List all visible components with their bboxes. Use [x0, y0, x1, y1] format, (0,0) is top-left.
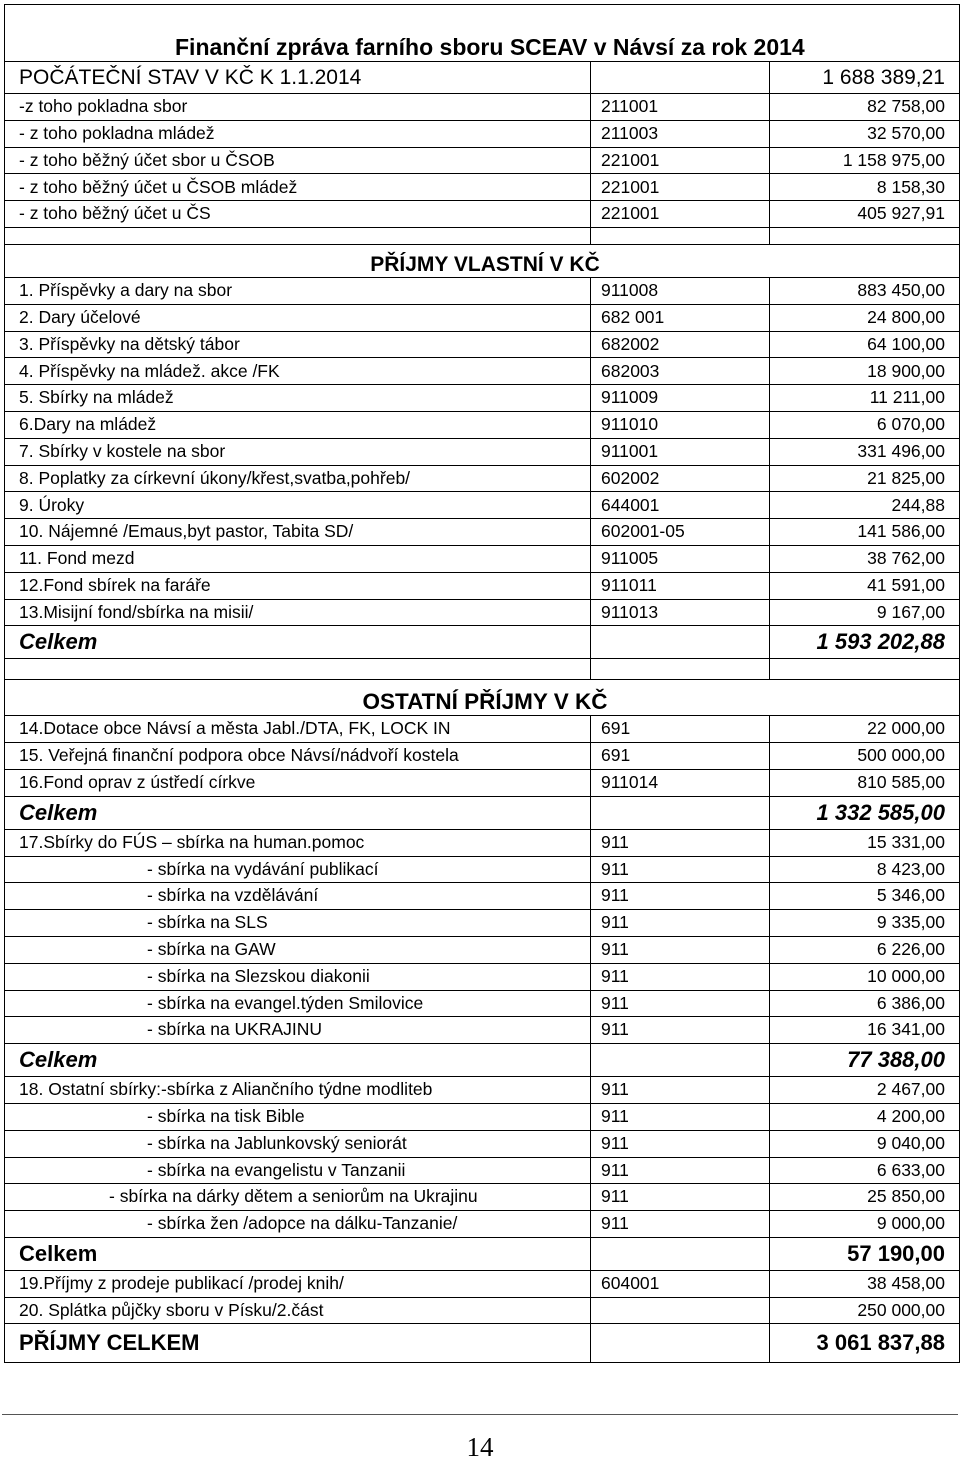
grand-total-row: [5, 1324, 960, 1363]
subtotal-row: [5, 1237, 960, 1270]
row-label: 10. Nájemné /Emaus,byt pastor, Tabita SD/: [5, 519, 591, 546]
row-code: 604001: [591, 1270, 770, 1297]
row-label: 19.Příjmy z prodeje publikací /prodej knih/: [5, 1270, 591, 1297]
table-row: [5, 1103, 960, 1130]
report-title: Finanční zpráva farního sboru SCEAV v Návsí za rok 2014: [5, 5, 960, 62]
table-row: [5, 1211, 960, 1238]
row-amount: 4 200,00: [770, 1103, 960, 1130]
row-amount: 9 167,00: [770, 599, 960, 626]
opening-balance-label: POČÁTEČNÍ STAV V KČ K 1.1.2014: [5, 62, 591, 94]
table-row: [5, 358, 960, 385]
row-amount: 883 450,00: [770, 277, 960, 304]
opening-balance-code: [591, 62, 770, 94]
row-code: 911: [591, 1184, 770, 1211]
table-row: [5, 304, 960, 331]
row-label: -z toho pokladna sbor: [5, 94, 591, 121]
footer-divider: [2, 1414, 958, 1415]
table-row: [5, 331, 960, 358]
row-label: 15. Veřejná finanční podpora obce Návsí/nádvoří kostela: [5, 743, 591, 770]
spacer-cell: [5, 227, 591, 244]
row-label: 20. Splátka půjčky sboru v Písku/2.část: [5, 1297, 591, 1324]
row-amount: 1 158 975,00: [770, 147, 960, 174]
row-label: 18. Ostatní sbírky:-sbírka z Aliančního týdne modliteb: [5, 1077, 591, 1104]
row-amount: 18 900,00: [770, 358, 960, 385]
grand-total-code: [591, 1324, 770, 1363]
row-amount: 8 423,00: [770, 856, 960, 883]
table-row: [5, 411, 960, 438]
row-label: 2. Dary účelové: [5, 304, 591, 331]
row-label: - sbírka na Jablunkovský seniorát: [5, 1130, 591, 1157]
spacer-row: [5, 227, 960, 244]
row-amount: 15 331,00: [770, 829, 960, 856]
row-label: 17.Sbírky do FÚS – sbírka na human.pomoc: [5, 829, 591, 856]
row-label: - z toho běžný účet u ČSOB mládež: [5, 174, 591, 201]
table-row: [5, 936, 960, 963]
row-code: 691: [591, 716, 770, 743]
row-code: 911014: [591, 769, 770, 796]
row-label: - sbírka na UKRAJINU: [5, 1017, 591, 1044]
row-amount: 500 000,00: [770, 743, 960, 770]
row-code: 911: [591, 1103, 770, 1130]
row-code: 911: [591, 936, 770, 963]
row-amount: 9 040,00: [770, 1130, 960, 1157]
row-code: 911: [591, 990, 770, 1017]
table-row: [5, 147, 960, 174]
page-number: 14: [466, 1432, 494, 1462]
table-row: [5, 1297, 960, 1324]
row-amount: 405 927,91: [770, 201, 960, 228]
row-code: 911009: [591, 385, 770, 412]
row-amount: 64 100,00: [770, 331, 960, 358]
row-label: - z toho pokladna mládež: [5, 120, 591, 147]
table-row: [5, 492, 960, 519]
table-row: [5, 743, 960, 770]
row-label: - sbírka na SLS: [5, 910, 591, 937]
row-label: 4. Příspěvky na mládež. akce /FK: [5, 358, 591, 385]
section-heading: OSTATNÍ PŘÍJMY V KČ: [5, 680, 960, 716]
table-row: [5, 545, 960, 572]
row-amount: 6 226,00: [770, 936, 960, 963]
table-row: [5, 519, 960, 546]
row-label: 7. Sbírky v kostele na sbor: [5, 438, 591, 465]
opening-balance-amount: 1 688 389,21: [770, 62, 960, 94]
subtotal-amount: 1 593 202,88: [770, 626, 960, 659]
row-label: - sbírka na GAW: [5, 936, 591, 963]
row-code: 911: [591, 883, 770, 910]
row-amount: 24 800,00: [770, 304, 960, 331]
row-amount: 244,88: [770, 492, 960, 519]
row-amount: 11 211,00: [770, 385, 960, 412]
subtotal-amount: 57 190,00: [770, 1237, 960, 1270]
row-code: 211001: [591, 94, 770, 121]
row-code: 911: [591, 1017, 770, 1044]
subtotal-amount: 1 332 585,00: [770, 796, 960, 829]
row-code: 682 001: [591, 304, 770, 331]
spacer-cell: [770, 659, 960, 680]
row-amount: 141 586,00: [770, 519, 960, 546]
table-row: [5, 883, 960, 910]
table-row: [5, 385, 960, 412]
row-amount: 9 335,00: [770, 910, 960, 937]
row-amount: 32 570,00: [770, 120, 960, 147]
section-heading-row: [5, 680, 960, 716]
row-amount: 82 758,00: [770, 94, 960, 121]
row-code: 911: [591, 963, 770, 990]
financial-report-table: [4, 4, 960, 1363]
row-amount: 41 591,00: [770, 572, 960, 599]
row-label: - z toho běžný účet u ČS: [5, 201, 591, 228]
row-code: 911001: [591, 438, 770, 465]
table-row: [5, 174, 960, 201]
row-label: 1. Příspěvky a dary na sbor: [5, 277, 591, 304]
row-label: - sbírka na dárky dětem a seniorům na Ukrajinu: [5, 1184, 591, 1211]
table-row: [5, 1184, 960, 1211]
subtotal-code: [591, 796, 770, 829]
report-sheet: [4, 4, 959, 1363]
row-amount: 10 000,00: [770, 963, 960, 990]
row-code: 911: [591, 829, 770, 856]
subtotal-code: [591, 626, 770, 659]
row-amount: 331 496,00: [770, 438, 960, 465]
row-label: 16.Fond oprav z ústředí církve: [5, 769, 591, 796]
row-label: 14.Dotace obce Návsí a města Jabl./DTA, FK, LOCK IN: [5, 716, 591, 743]
row-amount: 5 346,00: [770, 883, 960, 910]
row-amount: 21 825,00: [770, 465, 960, 492]
row-code: 911008: [591, 277, 770, 304]
row-label: - sbírka na Slezskou diakonii: [5, 963, 591, 990]
row-code: 221001: [591, 147, 770, 174]
table-row: [5, 1157, 960, 1184]
subtotal-row: [5, 1044, 960, 1077]
row-label: 12.Fond sbírek na faráře: [5, 572, 591, 599]
row-label: 13.Misijní fond/sbírka na misii/: [5, 599, 591, 626]
row-code: 221001: [591, 201, 770, 228]
row-code: 221001: [591, 174, 770, 201]
row-label: - z toho běžný účet sbor u ČSOB: [5, 147, 591, 174]
row-amount: 2 467,00: [770, 1077, 960, 1104]
table-row: [5, 572, 960, 599]
spacer-cell: [770, 227, 960, 244]
subtotal-row: [5, 626, 960, 659]
table-row: [5, 829, 960, 856]
row-amount: 6 070,00: [770, 411, 960, 438]
row-amount: 810 585,00: [770, 769, 960, 796]
table-row: [5, 1270, 960, 1297]
subtotal-label: Celkem: [5, 796, 591, 829]
row-label: 5. Sbírky na mládež: [5, 385, 591, 412]
table-row: [5, 963, 960, 990]
subtotal-code: [591, 1044, 770, 1077]
row-code: 682002: [591, 331, 770, 358]
row-code: 682003: [591, 358, 770, 385]
section-heading-row: [5, 244, 960, 277]
table-row: [5, 856, 960, 883]
spacer-cell: [591, 227, 770, 244]
spacer-cell: [591, 659, 770, 680]
row-label: 3. Příspěvky na dětský tábor: [5, 331, 591, 358]
row-label: - sbírka na evangelistu v Tanzanii: [5, 1157, 591, 1184]
table-row: [5, 438, 960, 465]
row-amount: 6 633,00: [770, 1157, 960, 1184]
row-code: 602001-05: [591, 519, 770, 546]
subtotal-code: [591, 1237, 770, 1270]
title-row: [5, 5, 960, 62]
table-row: [5, 769, 960, 796]
row-amount: 16 341,00: [770, 1017, 960, 1044]
row-code: 911010: [591, 411, 770, 438]
row-code: 911011: [591, 572, 770, 599]
row-code: 211003: [591, 120, 770, 147]
subtotal-label: Celkem: [5, 1237, 591, 1270]
row-label: - sbírka na vydávání publikací: [5, 856, 591, 883]
spacer-row: [5, 659, 960, 680]
row-amount: 8 158,30: [770, 174, 960, 201]
table-row: [5, 277, 960, 304]
table-row: [5, 201, 960, 228]
row-code: 911: [591, 856, 770, 883]
row-amount: 25 850,00: [770, 1184, 960, 1211]
subtotal-label: Celkem: [5, 1044, 591, 1077]
row-code: 911: [591, 910, 770, 937]
section-heading: PŘÍJMY VLASTNÍ V KČ: [5, 244, 960, 277]
subtotal-label: Celkem: [5, 626, 591, 659]
table-row: [5, 1017, 960, 1044]
row-code: 911: [591, 1157, 770, 1184]
row-label: - sbírka na tisk Bible: [5, 1103, 591, 1130]
row-amount: 22 000,00: [770, 716, 960, 743]
row-amount: 9 000,00: [770, 1211, 960, 1238]
table-row: [5, 990, 960, 1017]
row-code: 644001: [591, 492, 770, 519]
table-row: [5, 599, 960, 626]
row-code: 911: [591, 1211, 770, 1238]
row-code: 911: [591, 1130, 770, 1157]
table-row: [5, 465, 960, 492]
row-code: [591, 1297, 770, 1324]
row-label: - sbírka na evangel.týden Smilovice: [5, 990, 591, 1017]
subtotal-amount: 77 388,00: [770, 1044, 960, 1077]
row-amount: 38 762,00: [770, 545, 960, 572]
table-row: [5, 1077, 960, 1104]
row-label: 8. Poplatky za církevní úkony/křest,svatba,pohřeb/: [5, 465, 591, 492]
table-row: [5, 716, 960, 743]
row-amount: 6 386,00: [770, 990, 960, 1017]
row-amount: 250 000,00: [770, 1297, 960, 1324]
spacer-cell: [5, 659, 591, 680]
row-code: 911013: [591, 599, 770, 626]
table-row: [5, 94, 960, 121]
opening-balance-row: [5, 62, 960, 94]
row-amount: 38 458,00: [770, 1270, 960, 1297]
table-row: [5, 910, 960, 937]
row-code: 691: [591, 743, 770, 770]
row-label: 9. Úroky: [5, 492, 591, 519]
table-row: [5, 120, 960, 147]
row-label: - sbírka žen /adopce na dálku-Tanzanie/: [5, 1211, 591, 1238]
grand-total-amount: 3 061 837,88: [770, 1324, 960, 1363]
row-label: 6.Dary na mládež: [5, 411, 591, 438]
row-label: - sbírka na vzdělávání: [5, 883, 591, 910]
table-row: [5, 1130, 960, 1157]
row-code: 602002: [591, 465, 770, 492]
row-code: 911: [591, 1077, 770, 1104]
row-code: 911005: [591, 545, 770, 572]
row-label: 11. Fond mezd: [5, 545, 591, 572]
subtotal-row: [5, 796, 960, 829]
grand-total-label: PŘÍJMY CELKEM: [5, 1324, 591, 1363]
